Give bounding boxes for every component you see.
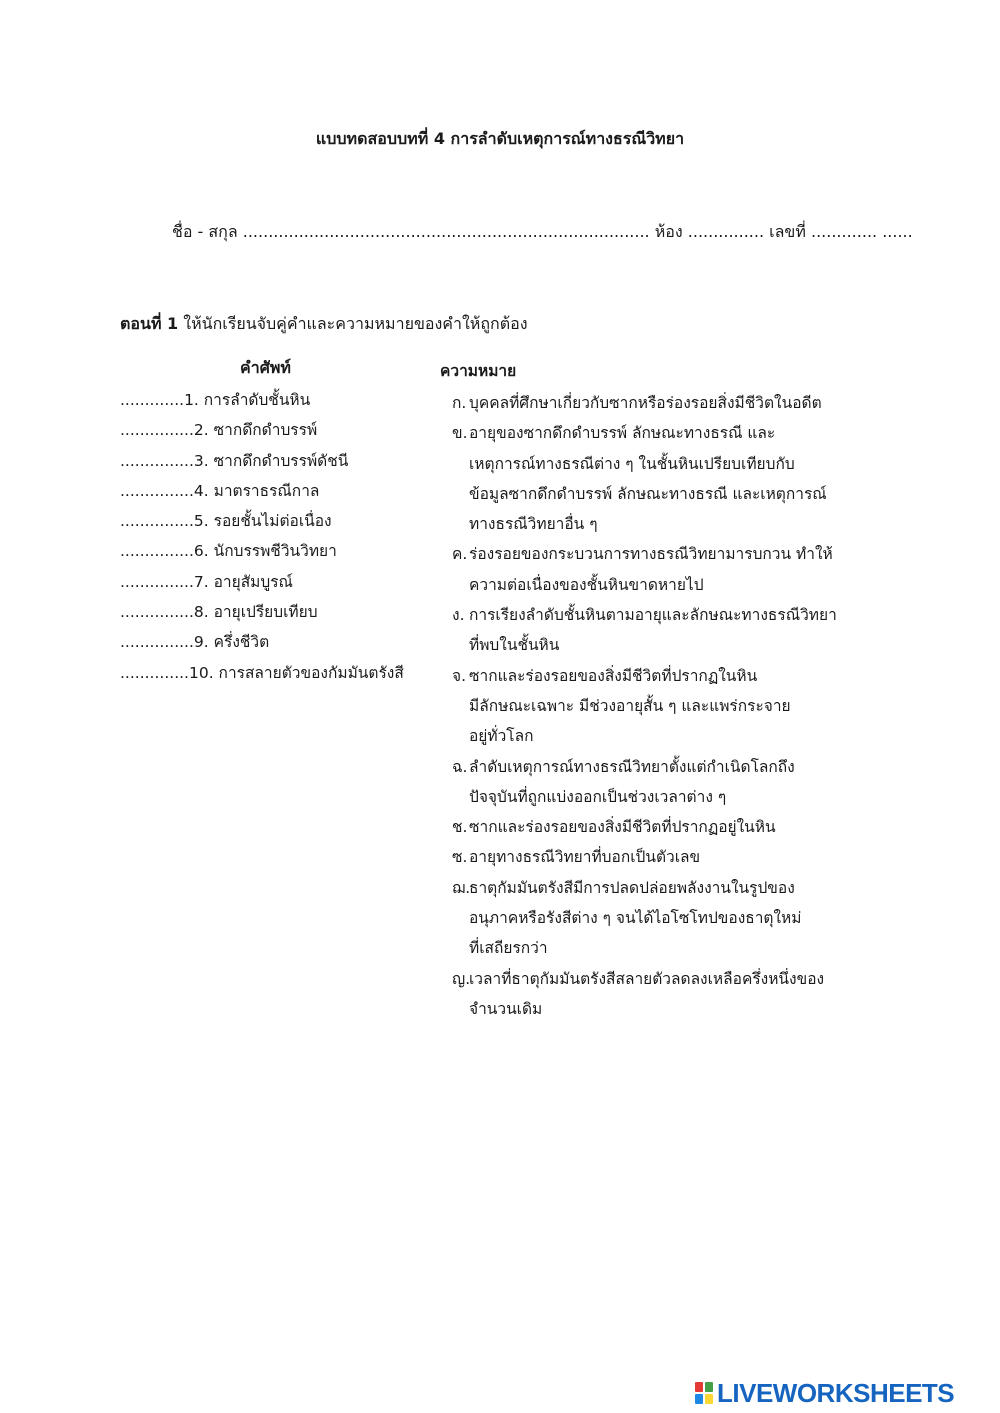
- meaning-item: [452, 812, 872, 842]
- term-text: 3. ซากดึกดำบรรพ์ดัชนี: [193, 451, 349, 470]
- term-text: 10. การสลายตัวของกัมมันตรังสี: [188, 663, 404, 682]
- meaning-text-line: มีลักษณะเฉพาะ มีช่วงอายุสั้น ๆ และแพร่กระจาย: [469, 696, 791, 715]
- meaning-label: ข.: [452, 424, 468, 443]
- answer-blank[interactable]: ...............: [120, 421, 194, 440]
- meaning-label: ช.: [452, 818, 468, 837]
- meaning-label: ซ.: [452, 848, 468, 867]
- term-row: [120, 418, 404, 448]
- meaning-label: ง.: [452, 606, 465, 625]
- terms-list: [120, 388, 404, 691]
- meaning-label: ฉ.: [452, 757, 468, 776]
- answer-blank[interactable]: ...............: [120, 481, 194, 500]
- meaning-text-line: อนุภาคหรือรังสีต่าง ๆ จนได้ไอโซโทปของธาตุใหม่: [469, 909, 802, 928]
- logo-mark-icon: [695, 1382, 713, 1404]
- meaning-item: [452, 418, 872, 539]
- term-text: 5. รอยชั้นไม่ต่อเนื่อง: [193, 512, 332, 531]
- term-text: 8. อายุเปรียบเทียบ: [193, 603, 318, 622]
- meaning-item: [452, 661, 872, 752]
- meaning-text-line: ทางธรณีวิทยาอื่น ๆ: [469, 515, 598, 534]
- meaning-text-line: การเรียงลำดับชั้นหินตามอายุและลักษณะทางธรณีวิทยา: [469, 606, 837, 625]
- term-row: [120, 570, 404, 600]
- meaning-label: ญ.: [452, 969, 471, 988]
- term-text: 7. อายุสัมบูรณ์: [193, 572, 293, 591]
- term-row: [120, 539, 404, 569]
- answer-blank[interactable]: ...............: [120, 451, 194, 470]
- logo-text: LIVEWORKSHEETS: [717, 1377, 955, 1408]
- meaning-header: ความหมาย: [440, 362, 517, 380]
- logo-block: [695, 1394, 703, 1404]
- meaning-text-line: เหตุการณ์ทางธรณีต่าง ๆ ในชั้นหินเปรียบเทียบกับ: [469, 454, 795, 473]
- meaning-text-line: ความต่อเนื่องของชั้นหินขาดหายไป: [469, 575, 704, 594]
- meaning-label: ฌ.: [452, 878, 471, 897]
- answer-blank[interactable]: ...............: [120, 572, 194, 591]
- term-row: [120, 388, 404, 418]
- meanings-list: [452, 388, 872, 1024]
- part1-instruction-text: ให้นักเรียนจับคู่คำและความหมายของคำให้ถูกต้อง: [178, 314, 528, 333]
- logo-block: [695, 1382, 703, 1392]
- answer-blank[interactable]: ...............: [120, 603, 194, 622]
- meaning-text-line: ซากและร่องรอยของสิ่งมีชีวิตที่ปรากฏอยู่ในหิน: [469, 818, 776, 837]
- meaning-text-line: ร่องรอยของกระบวนการทางธรณีวิทยามารบกวน ทำให้: [469, 545, 833, 564]
- meaning-text-line: อยู่ทั่วโลก: [469, 727, 534, 746]
- meaning-text-line: ลำดับเหตุการณ์ทางธรณีวิทยาตั้งแต่กำเนิดโลกถึง: [469, 757, 795, 776]
- terms-header: คำศัพท์: [240, 358, 291, 377]
- liveworksheets-logo: [695, 1378, 954, 1408]
- student-info-line[interactable]: ชื่อ - สกุล ................................................................................ ห้อง ............... เลขที่ ............. ......: [172, 222, 913, 241]
- term-row: [120, 661, 404, 691]
- meaning-text-line: อายุทางธรณีวิทยาที่บอกเป็นตัวเลข: [469, 848, 701, 867]
- answer-blank[interactable]: ...............: [120, 542, 194, 561]
- meaning-item: [452, 873, 872, 964]
- meaning-item: [452, 842, 872, 872]
- page-title: แบบทดสอบบทที่ 4 การลำดับเหตุการณ์ทางธรณีวิทยา: [315, 129, 685, 148]
- meaning-item: [452, 600, 872, 661]
- meaning-text-line: ซากและร่องรอยของสิ่งมีชีวิตที่ปรากฏในหิน: [469, 666, 758, 685]
- term-text: 1. การลำดับชั้นหิน: [184, 391, 311, 409]
- meaning-text-line: บุคคลที่ศึกษาเกี่ยวกับซากหรือร่องรอยสิ่งมีชีวิตในอดีต: [469, 394, 822, 412]
- logo-block: [705, 1382, 713, 1392]
- meaning-text-line: จำนวนเดิม: [469, 999, 543, 1018]
- part1-label: ตอนที่ 1: [120, 314, 179, 333]
- meaning-item: [452, 964, 872, 1025]
- term-row: [120, 449, 404, 479]
- meaning-text-line: เวลาที่ธาตุกัมมันตรังสีสลายตัวลดลงเหลือครึ่งหนึ่งของ: [469, 969, 825, 988]
- meaning-text-line: อายุของซากดึกดำบรรพ์ ลักษณะทางธรณี และ: [469, 424, 776, 443]
- meaning-text-line: ที่เสถียรกว่า: [469, 939, 548, 958]
- answer-blank[interactable]: ..............: [120, 663, 189, 682]
- meaning-label: จ.: [452, 666, 467, 685]
- meaning-item: [452, 388, 872, 418]
- meaning-label: ค.: [452, 545, 468, 564]
- term-row: [120, 600, 404, 630]
- term-row: [120, 479, 404, 509]
- term-text: 9. ครึ่งชีวิต: [193, 633, 270, 652]
- term-text: 2. ซากดึกดำบรรพ์: [193, 421, 318, 440]
- answer-blank[interactable]: ...............: [120, 633, 194, 652]
- answer-blank[interactable]: ...............: [120, 512, 194, 531]
- meaning-item: [452, 539, 872, 600]
- meaning-text-line: ปัจจุบันที่ถูกแบ่งออกเป็นช่วงเวลาต่าง ๆ: [469, 787, 727, 806]
- meaning-text-line: ที่พบในชั้นหิน: [469, 636, 560, 655]
- term-row: [120, 509, 404, 539]
- logo-block: [705, 1394, 713, 1404]
- meaning-label: ก.: [452, 394, 467, 412]
- meaning-text-line: ข้อมูลซากดึกดำบรรพ์ ลักษณะทางธรณี และเหตุการณ์: [469, 484, 827, 503]
- term-row: [120, 630, 404, 660]
- meaning-text-line: ธาตุกัมมันตรังสีมีการปลดปล่อยพลังงานในรูปของ: [469, 878, 795, 897]
- term-text: 6. นักบรรพชีวินวิทยา: [193, 542, 337, 561]
- term-text: 4. มาตราธรณีกาล: [193, 481, 320, 500]
- part1-instruction: [120, 312, 528, 337]
- answer-blank[interactable]: .............: [120, 391, 185, 409]
- meaning-item: [452, 752, 872, 813]
